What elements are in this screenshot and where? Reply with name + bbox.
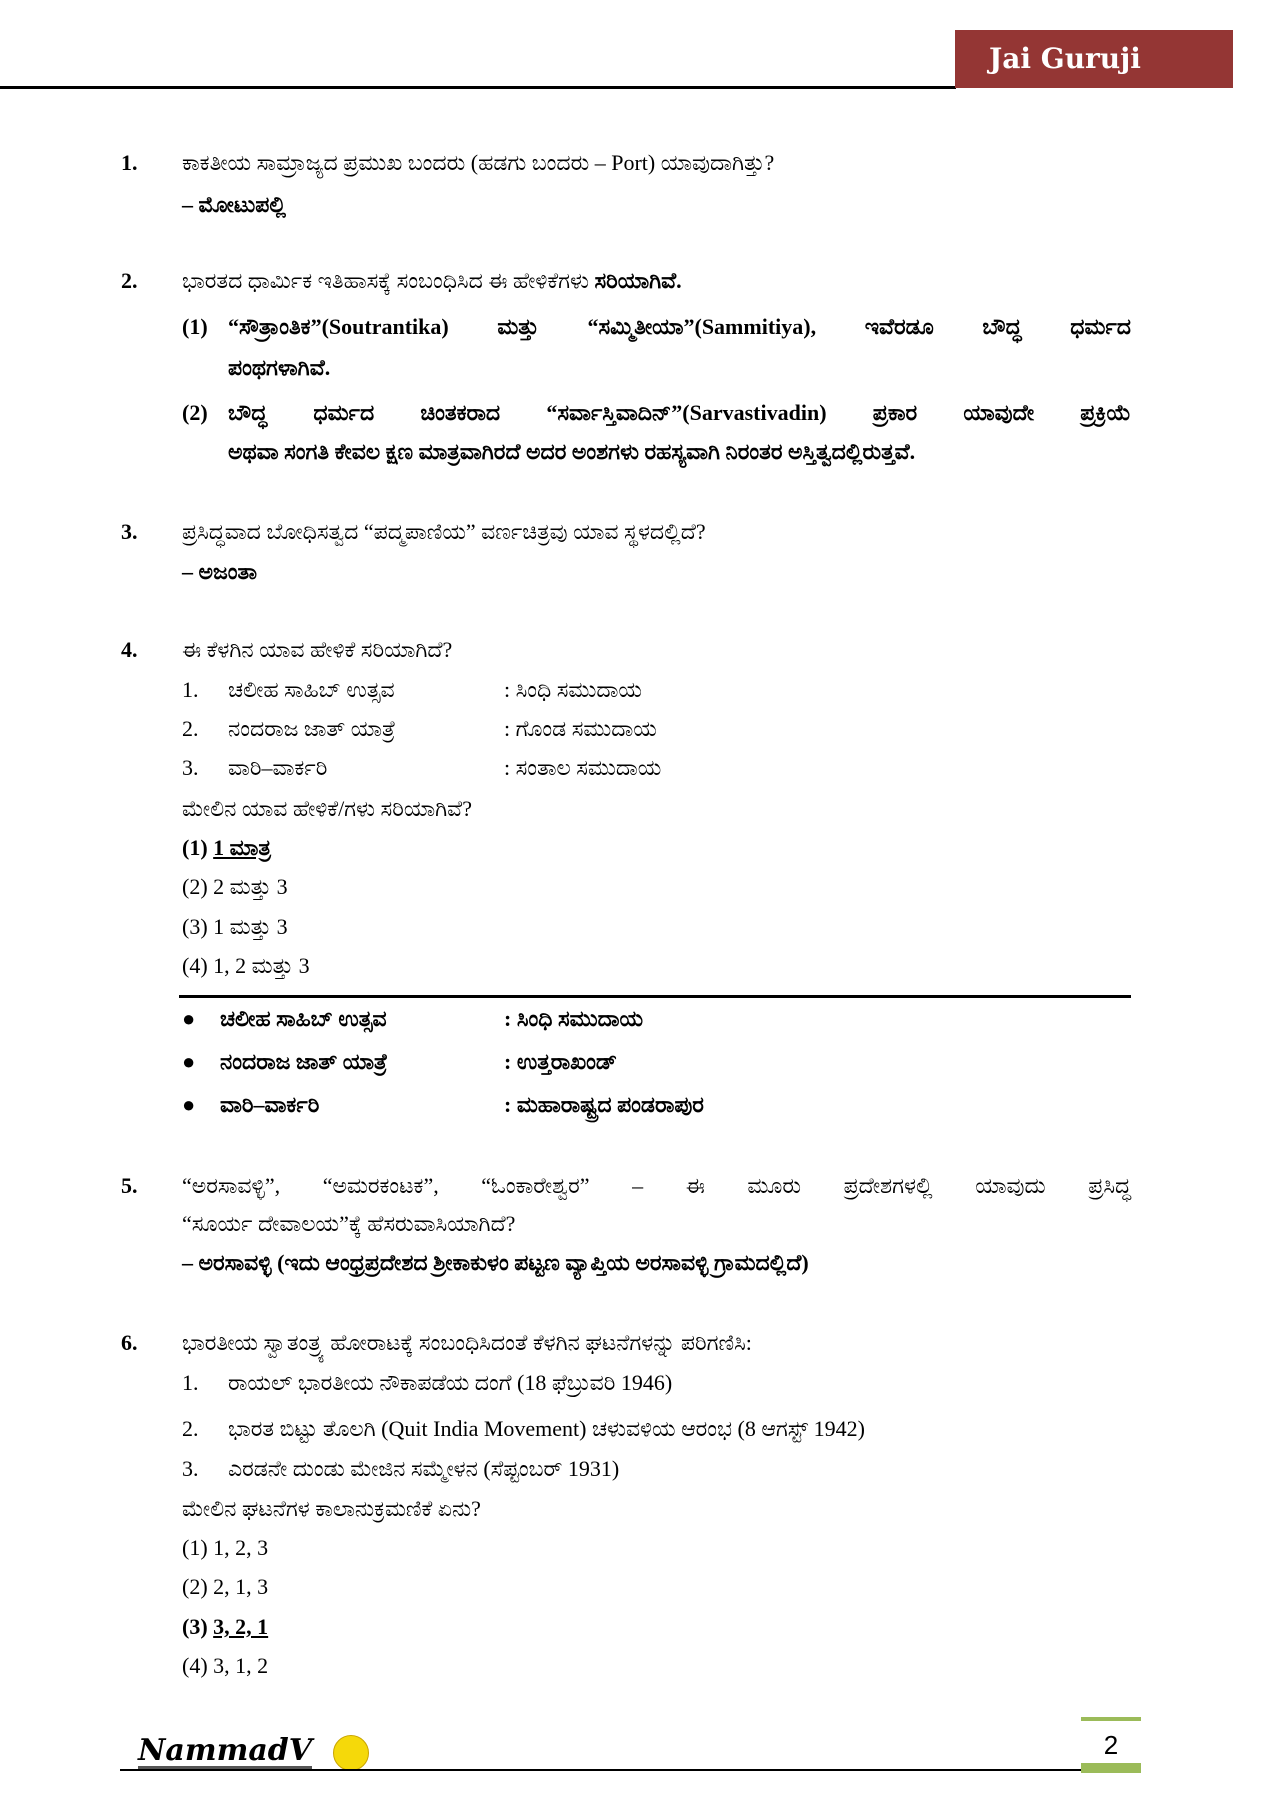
q1-number: 1. [121, 150, 138, 175]
q3-text: ಪ್ರಸಿದ್ಧವಾದ ಬೋಧಿಸತ್ವದ “ಪದ್ಮಪಾಣಿಯ” ವರ್ಣಚಿತ್ರವು ಯಾವ ಸ್ಥಳದಲ್ಲಿದೆ? [182, 519, 706, 544]
option-label: (4) [182, 953, 208, 978]
q2-s2-line2: ಅಥವಾ ಸಂಗತಿ ಕೇವಲ ಕ್ಷಣ ಮಾತ್ರವಾಗಿರದೆ ಅದರ ಅಂಶಗಳು ರಹಸ್ಯವಾಗಿ ನಿರಂತರ ಅಸ್ತಿತ್ವದಲ್ಲಿರುತ್ತವೆ. [228, 439, 916, 464]
q4-item [182, 675, 1082, 705]
item-text: ಭಾರತ ಬಿಟ್ಟು ತೊಲಗಿ (Quit India Movement) ಚಳುವಳಿಯ ಆರಂಭ (8 ಆಗಸ್ಟ್ 1942) [228, 1416, 866, 1441]
q2-text [182, 266, 682, 296]
explain-place: : ಉತ್ತರಾಖಂಡ್ [504, 1049, 618, 1074]
q2-s1-line1: “ಸೌತ್ರಾಂತಿಕ”(Soutrantika) ಮತ್ತು “ಸಮ್ಮಿತೀಯಾ”(Sammitiya), ಇವೆರಡೂ ಬೌದ್ಧ ಧರ್ಮದ [228, 314, 1131, 339]
page-accent-top [1081, 1717, 1141, 1721]
q6-number: 6. [121, 1330, 138, 1355]
option-label: (1) [182, 835, 208, 860]
option-text: 2, 1, 3 [213, 1574, 269, 1599]
q4-explain-item [182, 1047, 1082, 1077]
option-text: 2 ಮತ್ತು 3 [213, 874, 288, 899]
q6-text: ಭಾರತೀಯ ಸ್ವಾತಂತ್ರ್ಯ ಹೋರಾಟಕ್ಕೆ ಸಂಬಂಧಿಸಿದಂತೆ ಕೆಳಗಿನ ಘಟನೆಗಳನ್ನು ಪರಿಗಣಿಸಿ: [182, 1330, 752, 1355]
item-text: ರಾಯಲ್ ಭಾರತೀಯ ನೌಕಾಪಡೆಯ ದಂಗೆ (18 ಫೆಬ್ರುವರಿ 1946) [228, 1370, 673, 1395]
q6-option [182, 1572, 268, 1602]
footer-rule [120, 1769, 1140, 1771]
q5-line1: “ಅರಸಾವಳ್ಳಿ”, “ಅಮರಕಂಟಕ”, “ಓಂಕಾರೇಶ್ವರ” – ಈ ಮೂರು ಪ್ರದೇಶಗಳಲ್ಲಿ ಯಾವುದು ಪ್ರಸಿದ್ಧ [182, 1173, 1131, 1198]
q5-number: 5. [121, 1173, 138, 1198]
nammadv-logo: NammadV [138, 1733, 313, 1768]
q5-answer: – ಅರಸಾವಳ್ಳಿ (ಇದು ಆಂಧ್ರಪ್ರದೇಶದ ಶ್ರೀಕಾಕುಳಂ ಪಟ್ಟಣ ವ್ಯಾಪ್ತಿಯ ಅರಸಾವಳ್ಳಿ ಗ್ರಾಮದಲ್ಲಿದೆ) [182, 1250, 809, 1275]
q6-option-correct [182, 1612, 268, 1642]
explain-event: ನಂದರಾಜ ಜಾತ್ ಯಾತ್ರೆ [220, 1049, 388, 1074]
q2-s2-line1: ಬೌದ್ಧ ಧರ್ಮದ ಚಿಂತಕರಾದ “ಸರ್ವಾಸ್ತಿವಾದಿನ್”(Sarvastivadin) ಪ್ರಕಾರ ಯಾವುದೇ ಪ್ರಕ್ರಿಯೆ [228, 400, 1131, 425]
q6-option [182, 1533, 268, 1563]
q4-text: ಈ ಕೆಳಗಿನ ಯಾವ ಹೇಳಿಕೆ ಸರಿಯಾಗಿದೆ? [182, 637, 453, 662]
q1-text: ಕಾಕತೀಯ ಸಾಮ್ರಾಜ್ಯದ ಪ್ರಮುಖ ಬಂದರು (ಹಡಗು ಬಂದರು – Port) ಯಾವುದಾಗಿತ್ತು? [182, 150, 775, 175]
item-community: : ಸಿಂಧಿ ಸಮುದಾಯ [504, 677, 642, 702]
q6-item [182, 1368, 673, 1398]
option-text: 1 ಮತ್ತು 3 [213, 914, 288, 939]
option-text: 1, 2, 3 [213, 1535, 269, 1560]
q6-option [182, 1651, 268, 1681]
q4-item [182, 753, 1082, 783]
option-label: (2) [182, 1574, 208, 1599]
option-text: 1, 2 ಮತ್ತು 3 [213, 953, 310, 978]
page-number: 2 [1103, 1730, 1119, 1760]
q4-option-correct [182, 833, 271, 863]
section-divider [179, 995, 1131, 998]
item-number: 2. [182, 716, 199, 741]
item-number: 3. [182, 1456, 199, 1481]
q2-number: 2. [121, 268, 138, 293]
q4-number: 4. [121, 637, 138, 662]
q4-explain-item [182, 1004, 1082, 1034]
q4-option [182, 951, 310, 981]
q2-s1-line2: ಪಂಥಗಳಾಗಿವೆ. [228, 355, 331, 380]
q4-option [182, 872, 288, 902]
option-label: (3) [182, 914, 208, 939]
item-number: 1. [182, 1370, 199, 1395]
item-event: ಚಲೀಹ ಸಾಹಿಬ್ ಉತ್ಸವ [228, 677, 395, 702]
q3-answer: – ಅಜಂತಾ [182, 559, 257, 584]
option-label: (2) [182, 874, 208, 899]
item-text: ಎರಡನೇ ದುಂಡು ಮೇಜಿನ ಸಮ್ಮೇಳನ (ಸೆಪ್ಟಂಬರ್ 1931) [228, 1456, 620, 1481]
explain-place: : ಸಿಂಧಿ ಸಮುದಾಯ [504, 1006, 644, 1031]
q4-subquestion: ಮೇಲಿನ ಯಾವ ಹೇಳಿಕೆ/ಗಳು ಸರಿಯಾಗಿವೆ? [182, 796, 472, 821]
smiley-icon [333, 1735, 369, 1771]
bullet-icon: ● [182, 1092, 196, 1117]
q2-s1-label: (1) [182, 314, 208, 339]
q2-s2-label: (2) [182, 400, 208, 425]
option-text: 3, 1, 2 [213, 1653, 269, 1678]
option-text: 3, 2, 1 [213, 1614, 269, 1639]
q4-explain-item [182, 1090, 1082, 1120]
brand-badge: Jai Guruji [955, 30, 1233, 88]
q1-answer: – ಮೋಟುಪಲ್ಲಿ [182, 192, 286, 217]
bullet-icon: ● [182, 1006, 196, 1031]
q4-option [182, 912, 288, 942]
q4-item [182, 714, 1082, 744]
item-number: 3. [182, 755, 199, 780]
q2-text-a: ಭಾರತದ ಧಾರ್ಮಿಕ ಇತಿಹಾಸಕ್ಕೆ ಸಂಬಂಧಿಸಿದ ಈ ಹೇಳಿಕೆಗಳು [182, 268, 595, 293]
q3-number: 3. [121, 519, 138, 544]
page-accent-bottom [1081, 1763, 1141, 1773]
item-event: ನಂದರಾಜ ಜಾತ್ ಯಾತ್ರೆ [228, 716, 396, 741]
option-label: (3) [182, 1614, 208, 1639]
item-number: 2. [182, 1416, 199, 1441]
option-label: (4) [182, 1653, 208, 1678]
explain-event: ಚಲೀಹ ಸಾಹಿಬ್ ಉತ್ಸವ [220, 1006, 387, 1031]
item-community: : ಸಂತಾಲ ಸಮುದಾಯ [504, 755, 662, 780]
q6-item [182, 1454, 620, 1484]
explain-place: : ಮಹಾರಾಷ್ಟ್ರದ ಪಂಡರಾಪುರ [504, 1092, 704, 1117]
q6-subquestion: ಮೇಲಿನ ಘಟನೆಗಳ ಕಾಲಾನುಕ್ರಮಣಿಕೆ ಏನು? [182, 1496, 481, 1521]
q6-item [182, 1414, 866, 1444]
item-event: ವಾರಿ–ವಾರ್ಕರಿ [228, 755, 328, 780]
header-rule [0, 86, 956, 89]
q2-text-b: ಸರಿಯಾಗಿವೆ. [594, 268, 682, 293]
option-text: 1 ಮಾತ್ರ [213, 835, 271, 860]
item-community: : ಗೊಂಡ ಸಮುದಾಯ [504, 716, 657, 741]
q5-line2: “ಸೂರ್ಯ ದೇವಾಲಯ”ಕ್ಕೆ ಹೆಸರುವಾಸಿಯಾಗಿದೆ? [182, 1211, 516, 1236]
bullet-icon: ● [182, 1049, 196, 1074]
option-label: (1) [182, 1535, 208, 1560]
item-number: 1. [182, 677, 199, 702]
explain-event: ವಾರಿ–ವಾರ್ಕರಿ [220, 1092, 320, 1117]
